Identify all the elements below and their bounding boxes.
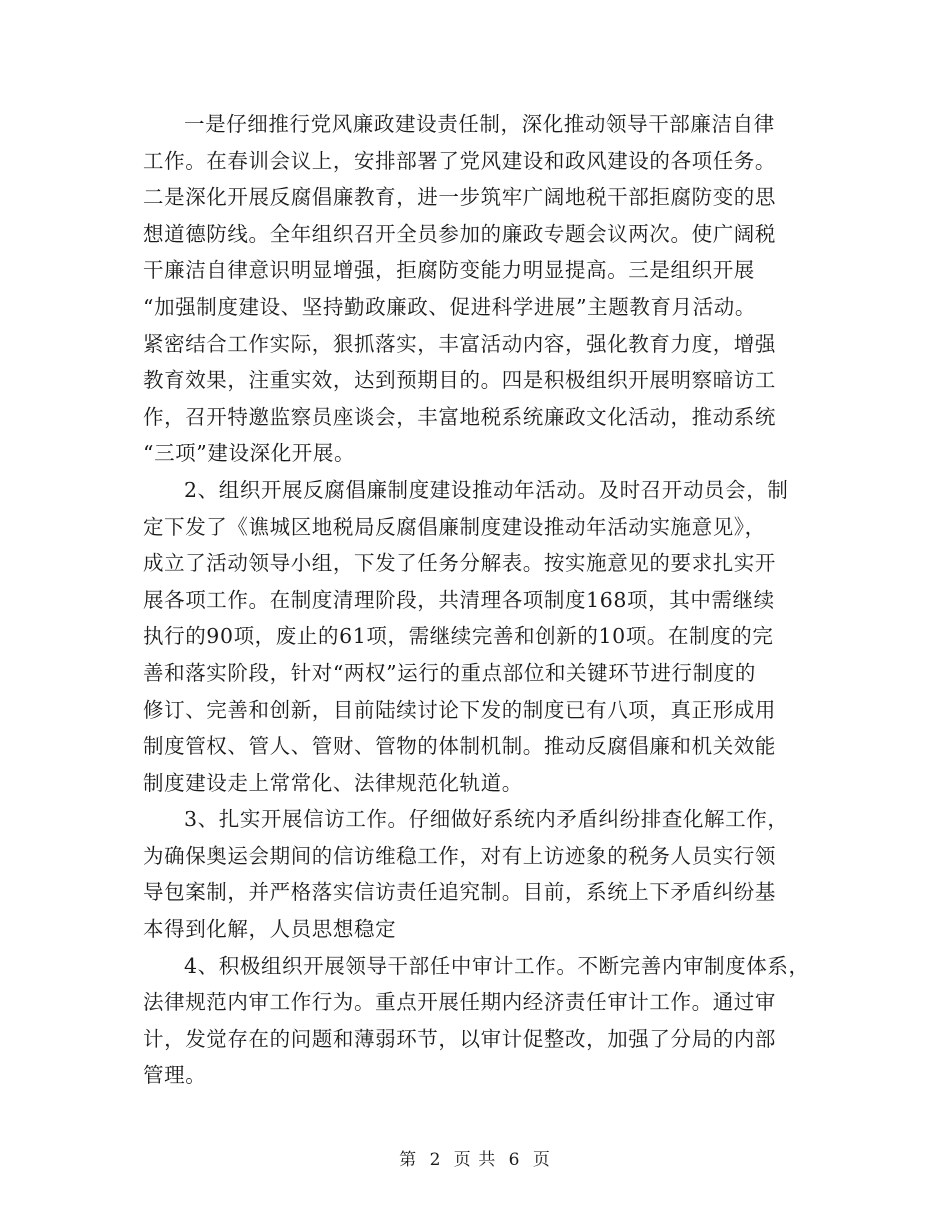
text-line: 本得到化解，人员思想稳定 (143, 917, 397, 942)
page-footer (0, 1148, 950, 1172)
footer-middle: 页 共 (453, 1150, 497, 1170)
text-line: 干廉洁自律意识明显增强，拒腐防变能力明显提高。三是组织开展 (143, 258, 755, 283)
text-line: 3、扎实开展信访工作。仔细做好系统内矛盾纠纷排查化解工作， (184, 807, 789, 832)
text-line: 展各项工作。在制度清理阶段，共清理各项制度168项，其中需继续 (143, 587, 775, 612)
text-line: 想道德防线。全年组织召开全员参加的廉政专题会议两次。使广阔税 (143, 221, 776, 246)
text-line: 制度管权、管人、管财、管物的体制机制。推动反腐倡廉和机关效能 (143, 734, 776, 759)
text-line: 法律规范内审工作行为。重点开展任期内经济责任审计工作。通过审 (143, 990, 776, 1015)
text-line: 定下发了《谯城区地税局反腐倡廉制度建设推动年活动实施意见》， (143, 514, 766, 539)
text-line: 为确保奥运会期间的信访维稳工作，对有上访迹象的税务人员实行领 (143, 843, 776, 868)
paragraph-2 (143, 472, 808, 801)
text-line: 作，召开特邀监察员座谈会，丰富地税系统廉政文化活动，推动系统 (143, 404, 776, 429)
text-line: 一是仔细推行党风廉政建设责任制，深化推动领导干部廉洁自律 (184, 112, 775, 136)
text-line: “加强制度建设、坚持勤政廉政、促进科学进展”主题教育月活动。 (143, 294, 756, 319)
text-line: 2、组织开展反腐倡廉制度建设推动年活动。及时召开动员会，制 (184, 477, 789, 502)
footer-suffix: 页 (532, 1150, 551, 1170)
text-line: 教育效果，注重实效，达到预期目的。四是积极组织开展明察暗访工 (143, 368, 776, 393)
paragraph-3 (143, 801, 808, 947)
text-line: 二是深化开展反腐倡廉教育，进一步筑牢广阔地税干部拒腐防变的思 (143, 185, 776, 210)
text-line: 管理。 (143, 1063, 207, 1088)
text-line: 修订、完善和创新，目前陆续讨论下发的制度已有八项，真正形成用 (143, 697, 776, 722)
text-line: 成立了活动领导小组，下发了任务分解表。按实施意见的要求扎实开 (143, 551, 776, 576)
text-line: 善和落实阶段，针对“两权”运行的重点部位和关键环节进行制度的 (143, 660, 756, 685)
text-line: 制度建设走上常常化、法律规范化轨道。 (143, 770, 523, 795)
text-line: 工作。在春训会议上，安排部署了党风建设和政风建设的各项任务。 (143, 148, 776, 173)
text-line: 导包案制，并严格落实信访责任追究制。目前，系统上下矛盾纠纷基 (143, 880, 776, 905)
paragraph-4 (143, 948, 808, 1094)
document-body (143, 106, 808, 1094)
total-pages-number: 6 (508, 1150, 521, 1170)
paragraph-1 (143, 106, 808, 472)
footer-prefix: 第 (399, 1150, 418, 1170)
text-line: “三项”建设深化开展。 (143, 441, 356, 466)
current-page-number: 2 (429, 1150, 442, 1170)
text-line: 执行的90项，废止的61项，需继续完善和创新的10项。在制度的完 (143, 624, 774, 649)
text-line: 计，发觉存在的问题和薄弱环节，以审计促整改，加强了分局的内部 (143, 1026, 776, 1051)
text-line: 紧密结合工作实际，狠抓落实，丰富活动内容，强化教育力度，增强 (143, 331, 776, 356)
text-line: 4、积极组织开展领导干部任中审计工作。不断完善内审制度体系， (184, 953, 810, 978)
